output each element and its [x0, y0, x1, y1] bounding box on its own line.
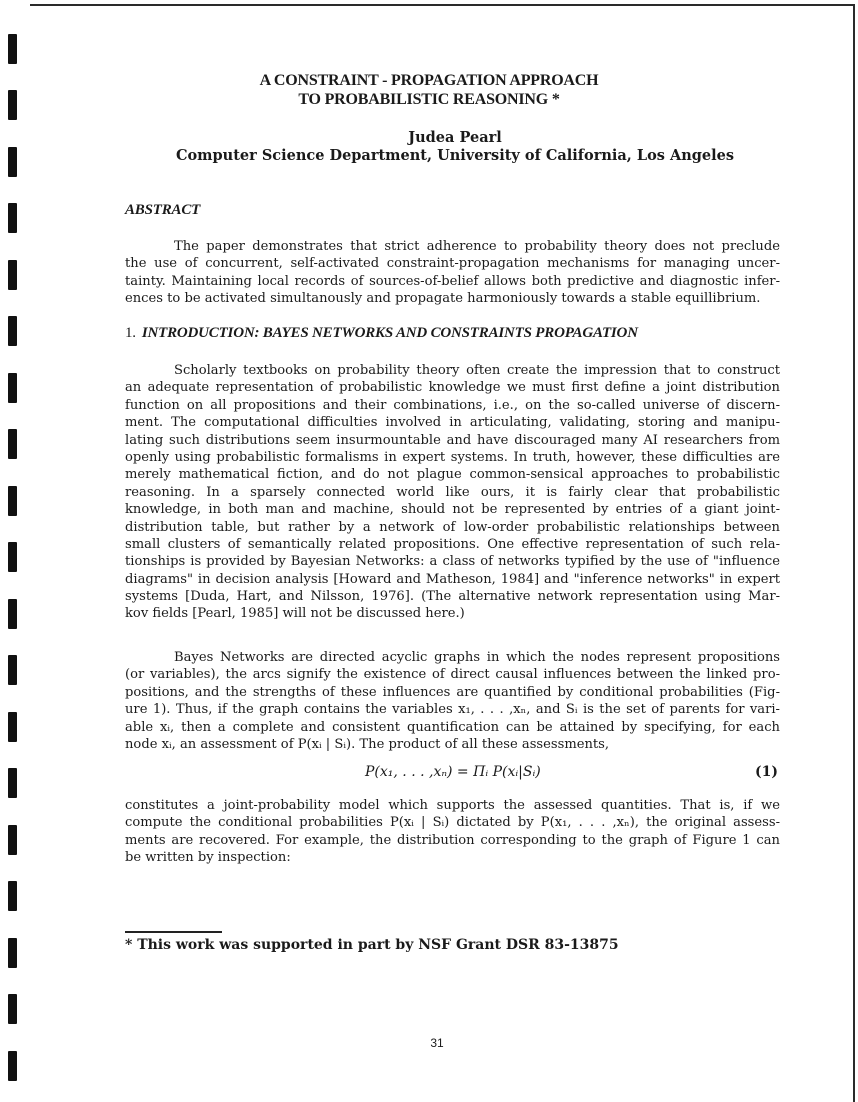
text-line: diagrams" in decision analysis [Howard and Matheson, 1984] and "inference networks" in expert	[125, 571, 780, 587]
intro-paragraph-1	[125, 362, 780, 623]
binding-hole	[8, 712, 17, 742]
text-line: distribution table, but rather by a network of low-order probabilistic relationships between	[125, 519, 780, 535]
text-line: the use of concurrent, self-activated constraint-propagation mechanisms for managing uncer-	[125, 256, 780, 272]
binding-hole	[8, 429, 17, 459]
section-1-heading	[125, 325, 638, 342]
binding-hole	[8, 938, 17, 968]
binding-hole	[8, 768, 17, 798]
page-border-right	[853, 4, 855, 1102]
equation-number: (1)	[755, 764, 778, 780]
intro-paragraph-3	[125, 797, 780, 867]
abstract-body	[125, 238, 780, 308]
binding-holes	[0, 0, 20, 1102]
text-line: Bayes Networks are directed acyclic graphs in which the nodes represent propositions	[174, 650, 780, 665]
page-number: 31	[430, 1036, 444, 1050]
binding-hole	[8, 373, 17, 403]
binding-hole	[8, 825, 17, 855]
text-line: ences to be activated simultanously and propagate harmoniously towards a stable equillibrium.	[125, 291, 761, 307]
text-line: node xᵢ, an assessment of P(xᵢ | Sᵢ). The product of all these assessments,	[125, 736, 610, 752]
text-line: function on all propositions and their combinations, i.e., on the so-called universe of discern-	[125, 397, 780, 413]
paper-title-line-2: TO PROBABILISTIC REASONING *	[298, 91, 560, 108]
text-line: positions, and the strengths of these influences are quantified by conditional probabilities (Fig-	[125, 684, 780, 700]
abstract-heading: ABSTRACT	[125, 202, 201, 218]
intro-paragraph-2	[125, 649, 780, 753]
footnote: * This work was supported in part by NSF Grant DSR 83-13875	[125, 937, 619, 953]
section-title: INTRODUCTION: BAYES NETWORKS AND CONSTRAINTS PROPAGATION	[141, 325, 638, 341]
binding-hole	[8, 655, 17, 685]
binding-hole	[8, 260, 17, 290]
text-line: knowledge, in both man and machine, should not be represented by entries of a giant joint-	[125, 502, 780, 518]
text-line: reasoning. In a sparsely connected world like ours, it is fairly clear that probabilistic	[125, 484, 780, 500]
text-line: constitutes a joint-probability model which supports the assessed quantities. That is, if we	[125, 798, 780, 813]
text-line: ure 1). Thus, if the graph contains the variables x₁, . . . ,xₙ, and Sᵢ is the set of parents for vari-	[125, 702, 780, 718]
text-line: (or variables), the arcs signify the existence of direct causal influences between the linked pro-	[125, 667, 780, 683]
text-line: Scholarly textbooks on probability theory often create the impression that to construct	[174, 363, 780, 378]
author-name: Judea Pearl	[408, 129, 502, 146]
text-line: The paper demonstrates that strict adherence to probability theory does not preclude	[174, 239, 780, 254]
author-affiliation: Computer Science Department, University of California, Los Angeles	[175, 147, 735, 164]
binding-hole	[8, 542, 17, 572]
binding-hole	[8, 316, 17, 346]
binding-hole	[8, 599, 17, 629]
text-line: able xᵢ, then a complete and consistent quantification can be attained by specifying, for each	[125, 719, 780, 735]
text-line: kov fields [Pearl, 1985] will not be discussed here.)	[125, 606, 465, 622]
paper-title-line-1: A CONSTRAINT - PROPAGATION APPROACH	[259, 72, 599, 89]
text-line: ment. The computational difficulties involved in articulating, validating, storing and manipu-	[125, 415, 780, 431]
text-line: be written by inspection:	[125, 850, 291, 866]
binding-hole	[8, 1051, 17, 1081]
text-line: tainty. Maintaining local records of sources-of-belief allows both predictive and diagnostic infer-	[125, 273, 780, 289]
text-line: systems [Duda, Hart, and Nilsson, 1976]. (The alternative network representation using Mar-	[125, 589, 780, 605]
text-line: ments are recovered. For example, the distribution corresponding to the graph of Figure 1 can	[125, 832, 780, 848]
footnote-rule	[125, 931, 222, 933]
binding-hole	[8, 994, 17, 1024]
text-line: small clusters of semantically related propositions. One effective representation of such rela-	[125, 536, 780, 552]
text-line: an adequate representation of probabilistic knowledge we must first define a joint distribution	[125, 380, 780, 396]
equation-body: P(x₁, . . . ,xₙ) = Πᵢ P(xᵢ|Sᵢ)	[365, 764, 541, 780]
section-number: 1.	[125, 325, 136, 341]
text-line: openly using probabilistic formalisms in expert systems. In truth, however, these difficulties are	[125, 449, 780, 465]
binding-hole	[8, 486, 17, 516]
binding-hole	[8, 881, 17, 911]
text-line: compute the conditional probabilities P(xᵢ | Sᵢ) dictated by P(x₁, . . . ,xₙ), the original assess-	[125, 815, 780, 831]
binding-hole	[8, 34, 17, 64]
page-border-top	[30, 4, 854, 6]
binding-hole	[8, 203, 17, 233]
text-line: merely mathematical fiction, and do not plague common-sensical approaches to probabilistic	[125, 467, 780, 483]
text-line: lating such distributions seem insurmountable and have discouraged many AI researchers from	[125, 432, 780, 448]
text-line: tionships is provided by Bayesian Networks: a class of networks typified by the use of "influence	[125, 554, 780, 570]
